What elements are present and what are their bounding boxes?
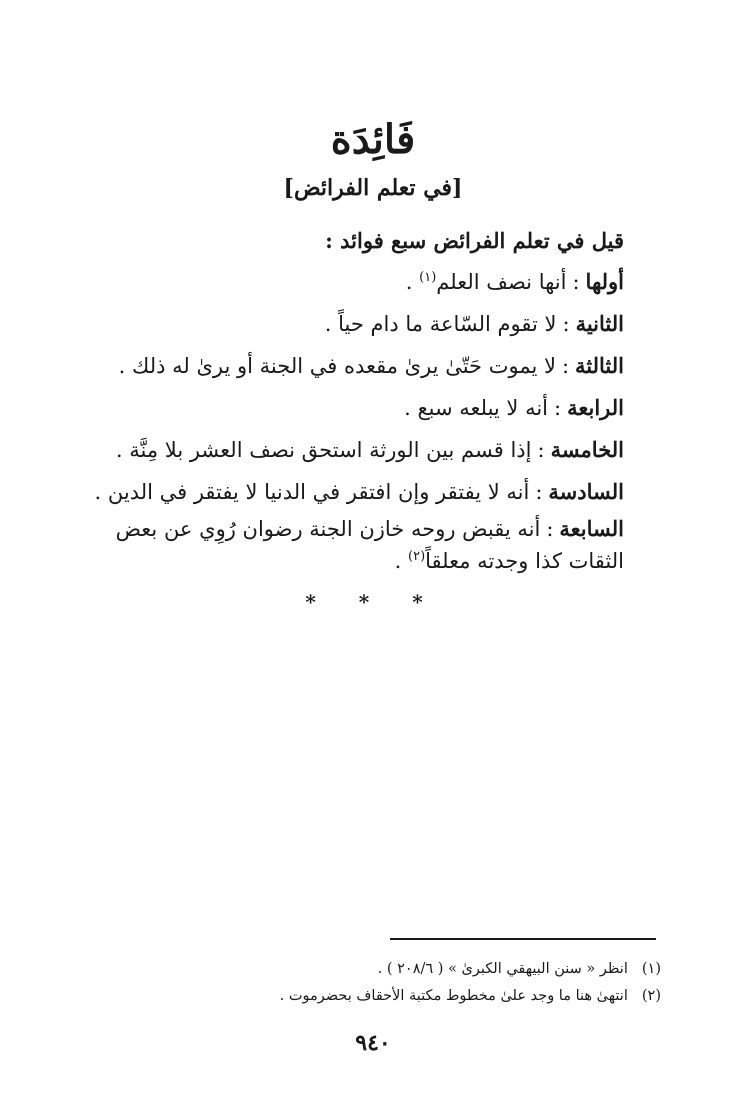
footnote-number: (١) [641, 961, 661, 977]
footnote-reference[interactable]: (١) [419, 270, 437, 285]
benefit-label: السادسة [548, 479, 624, 504]
page-number: ٩٤٠ [355, 1030, 391, 1056]
benefit-text: لا يموت حَتّىٰ يرىٰ مقعده في الجنة أو يرىٰ له ذلك . [118, 354, 556, 378]
footnote-text: انظر « سنن البيهقي الكبرىٰ » ( ٢٠٨/٦ ) . [377, 961, 628, 977]
footnote-text: انتهىٰ هنا ما وجد علىٰ مخطوط مكتبة الأحقاف بحضرموت . [279, 988, 628, 1004]
section-subtitle: [في تعلم الفرائض] [283, 175, 463, 201]
benefit-label: الرابعة [567, 395, 624, 420]
footnote-reference[interactable]: (٢) [408, 549, 426, 564]
benefit-item [54, 471, 624, 513]
intro-line: قيل في تعلم الفرائض سبع فوائد : [325, 228, 624, 253]
benefit-text: أنه يقبض روحه خازن الجنة رضوان رُوِي عن بعض الثقات كذا وجدته معلقاً [115, 517, 624, 573]
benefit-label: السابعة [559, 516, 624, 541]
benefit-label: الخامسة [550, 437, 624, 462]
benefit-text: إذا قسم بين الورثة استحق نصف العشر بلا مِنَّة . [115, 438, 532, 462]
footnote-rule [390, 938, 656, 940]
benefit-label: الثالثة [575, 353, 624, 378]
separator: : [554, 396, 562, 420]
benefit-text: أنها نصف العلم [436, 270, 567, 294]
page-title: فَائِدَة [330, 116, 416, 163]
benefit-label: الثانية [575, 311, 624, 336]
footnote-item [181, 983, 661, 1010]
benefit-text-end: . [405, 270, 420, 294]
separator: : [535, 480, 543, 504]
benefit-text: أنه لا يبلعه سبع . [404, 396, 549, 420]
separator: : [546, 517, 554, 541]
separator: : [572, 270, 580, 294]
footnote-item [181, 956, 661, 983]
separator: : [562, 312, 570, 336]
footnote-number: (٢) [641, 988, 661, 1004]
benefit-label: أولها [585, 269, 624, 294]
body-text [54, 220, 624, 577]
benefit-item [54, 303, 624, 345]
benefit-item [54, 513, 624, 577]
benefit-text: لا تقوم السّاعة ما دام حياً . [324, 312, 557, 336]
benefit-text: أنه لا يفتقر وإن افتقر في الدنيا لا يفتقر في الدين . [94, 480, 530, 504]
section-divider-stars: * * * [305, 590, 441, 614]
benefit-text-end: . [394, 549, 409, 573]
separator: : [537, 438, 545, 462]
benefit-item [54, 345, 624, 387]
separator: : [561, 354, 570, 378]
footnotes [181, 956, 661, 1010]
benefit-item [54, 387, 624, 429]
benefit-item [54, 261, 624, 303]
benefit-item [54, 429, 624, 471]
